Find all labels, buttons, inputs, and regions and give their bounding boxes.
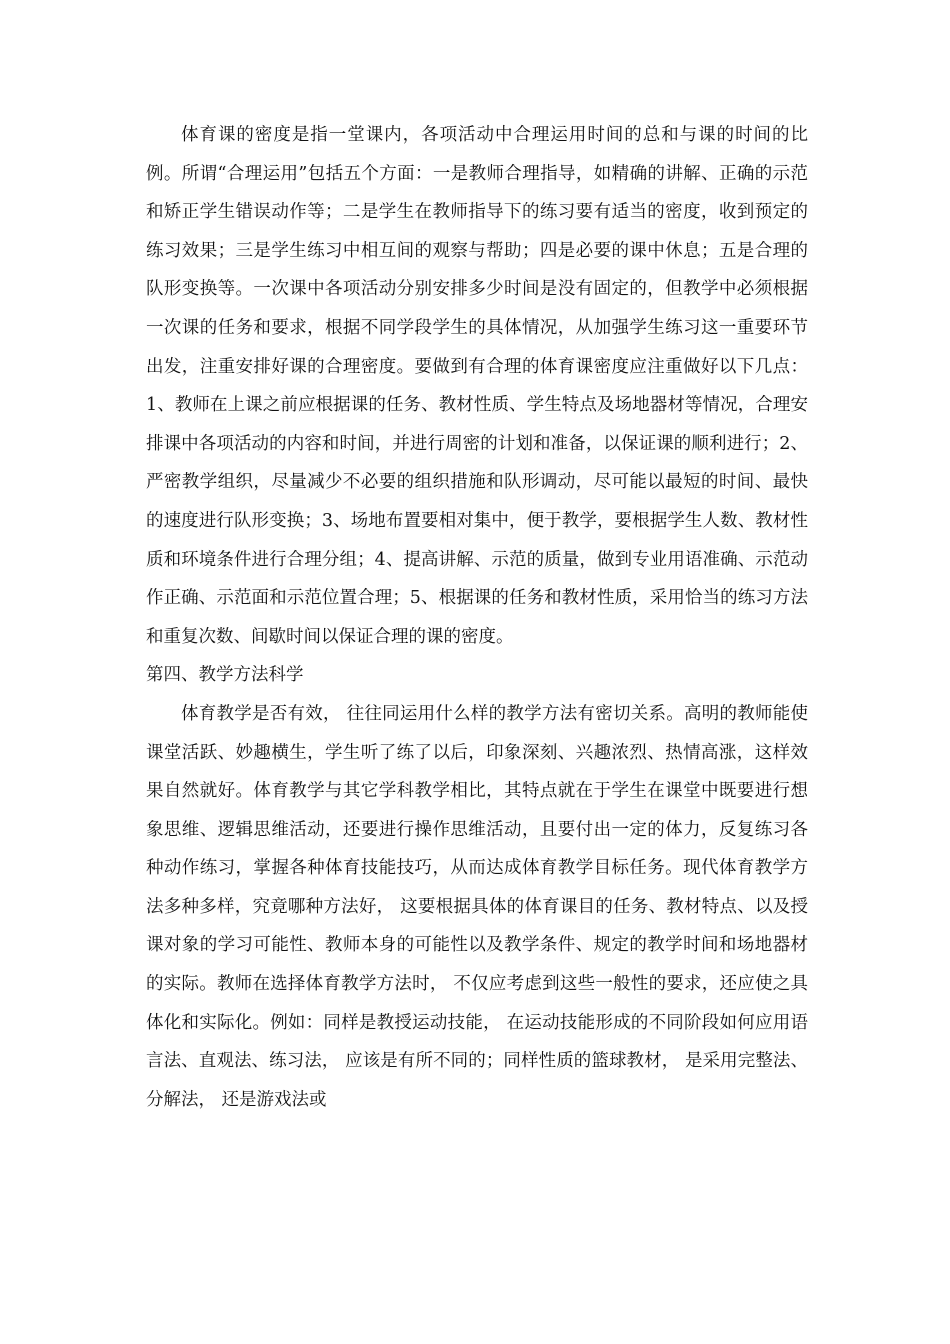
paragraph-lesson-density: 体育课的密度是指一堂课内，各项活动中合理运用时间的总和与课的时间的比例。所谓“合理运用”包括五个方面：一是教师合理指导，如精确的讲解、正确的示范和矫正学生错误动作等；二是学生在教师指导下的练习要有适当的密度，收到预定的练习效果；三是学生练习中相互间的观察与帮助；四是必要的课中休息；五是合理的队形变换等。一次课中各项活动分别安排多少时间是没有固定的，但教学中必须根据一次课的任务和要求，根据不同学段学生的具体情况，从加强学生练习这一重要环节出发，注重安排好课的合理密度。要做到有合理的体育课密度应注重做好以下几点：1、教师在上课之前应根据课的任务、教材性质、学生特点及场地器材等情况，合理安排课中各项活动的内容和时间，并进行周密的计划和准备，以保证课的顺利进行；2、严密教学组织，尽量减少不必要的组织措施和队形调动，尽可能以最短的时间、最快的速度进行队形变换；3、场地布置要相对集中，便于教学，要根据学生人数、教材性质和环境条件进行合理分组；4、提高讲解、示范的质量，做到专业用语准确、示范动作正确、示范面和示范位置合理；5、根据课的任务和教材性质，采用恰当的练习方法和重复次数、间歇时间以保证合理的课的密度。 <box>146 125 808 647</box>
section-heading-teaching-methods: 第四、教学方法科学 <box>146 665 304 686</box>
document-body <box>146 116 808 1119</box>
paragraph-teaching-methods: 体育教学是否有效， 往往同运用什么样的教学方法有密切关系。高明的教师能使课堂活跃、妙趣横生，学生听了练了以后，印象深刻、兴趣浓烈、热情高涨，这样效果自然就好。体育教学与其它学科教学相比，其特点就在于学生在课堂中既要进行想象思维、逻辑思维活动，还要进行操作思维活动，且要付出一定的体力，反复练习各种动作练习，掌握各种体育技能技巧，从而达成体育教学目标任务。现代体育教学方法多种多样，究竟哪种方法好， 这要根据具体的体育课目的任务、教材特点、以及授课对象的学习可能性、教师本身的可能性以及教学条件、规定的教学时间和场地器材的实际。教师在选择体育教学方法时， 不仅应考虑到这些一般性的要求，还应使之具体化和实际化。例如：同样是教授运动技能， 在运动技能形成的不同阶段如何应用语言法、直观法、练习法， 应该是有所不同的；同样性质的篮球教材， 是采用完整法、分解法， 还是游戏法或 <box>146 703 808 1110</box>
